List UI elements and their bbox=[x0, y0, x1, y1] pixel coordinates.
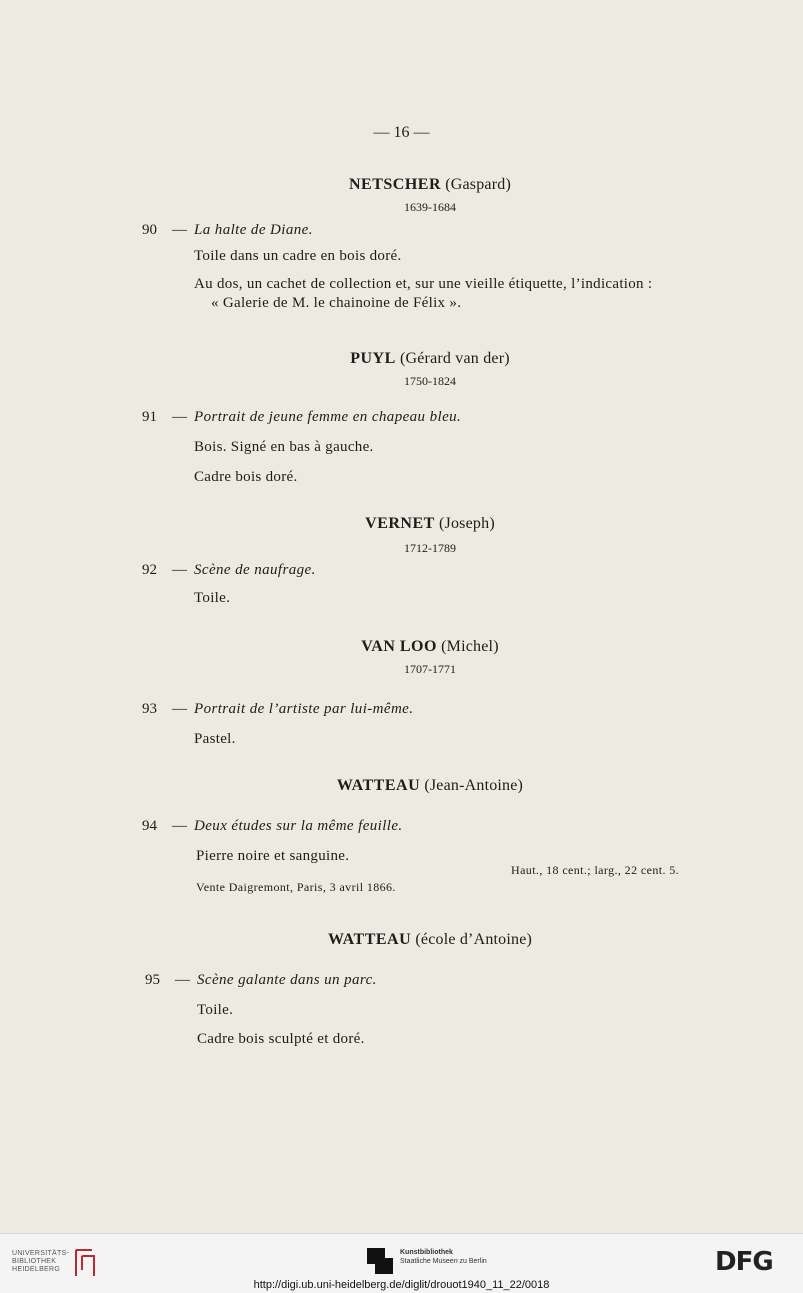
lot-title: Portrait de jeune femme en chapeau bleu. bbox=[194, 409, 462, 425]
lot-dash: — bbox=[172, 222, 187, 238]
lot-description: Toile. bbox=[197, 1002, 234, 1018]
lot-title: Scène de naufrage. bbox=[194, 562, 316, 578]
artist-name: PUYL bbox=[350, 350, 396, 367]
kunstbibliothek-name: Kunstbibliothek bbox=[400, 1249, 453, 1256]
page-number: — 16 — bbox=[373, 124, 430, 141]
lot-description: Cadre bois sculpté et doré. bbox=[197, 1031, 365, 1047]
artist-given-name: (Gérard van der) bbox=[399, 350, 510, 367]
artist-heading bbox=[0, 350, 803, 368]
artist-given-name: (Gaspard) bbox=[445, 176, 511, 193]
lot-description: Toile. bbox=[194, 590, 231, 606]
kunstbibliothek-subtitle: Staatliche Museen zu Berlin bbox=[400, 1258, 487, 1265]
lot-provenance: Vente Daigremont, Paris, 3 avril 1866. bbox=[196, 880, 396, 894]
lot-description: Cadre bois doré. bbox=[194, 469, 298, 485]
lot-description: Pastel. bbox=[194, 731, 236, 747]
artist-name: NETSCHER bbox=[348, 176, 442, 193]
lot-dash: — bbox=[172, 409, 187, 425]
lot-title: La halte de Diane. bbox=[194, 222, 313, 238]
artist-given-name: (école d’Antoine) bbox=[415, 931, 533, 948]
university-logo-icon bbox=[72, 1246, 98, 1278]
lot-dash: — bbox=[172, 701, 187, 717]
lot-number: 91 bbox=[142, 409, 157, 425]
lot-dimensions: Haut., 18 cent.; larg., 22 cent. 5. bbox=[511, 863, 680, 877]
artist-given-name: (Joseph) bbox=[439, 515, 495, 532]
artist-given-name: (Michel) bbox=[441, 638, 499, 655]
artist-name: WATTEAU bbox=[327, 931, 412, 948]
lot-dash: — bbox=[172, 818, 187, 834]
artist-dates: 1750-1824 bbox=[404, 374, 456, 388]
artist-dates: 1639-1684 bbox=[404, 200, 456, 214]
university-line: BIBLIOTHEK bbox=[12, 1258, 57, 1265]
artist-heading bbox=[0, 515, 803, 533]
lot-entry bbox=[142, 409, 742, 429]
artist-dates: 1712-1789 bbox=[404, 541, 456, 555]
lot-number: 95 bbox=[145, 972, 160, 988]
lot-number: 93 bbox=[142, 701, 157, 717]
artist-name: VERNET bbox=[365, 515, 435, 532]
lot-entry bbox=[142, 818, 742, 838]
artist-heading bbox=[0, 931, 803, 949]
kunstbibliothek-logo-icon bbox=[367, 1248, 393, 1274]
lot-dash: — bbox=[175, 972, 190, 988]
lot-number: 90 bbox=[142, 222, 157, 238]
artist-heading bbox=[0, 638, 803, 656]
lot-entry bbox=[142, 222, 742, 242]
artist-dates: 1707-1771 bbox=[404, 662, 456, 676]
lot-title: Portrait de l’artiste par lui-même. bbox=[194, 701, 414, 717]
permalink-url[interactable]: http://digi.ub.uni-heidelberg.de/diglit/drouot1940_11_22/0018 bbox=[253, 1279, 550, 1291]
artist-heading bbox=[0, 777, 803, 795]
kunstbibliothek-text bbox=[400, 1248, 487, 1266]
lot-title: Scène galante dans un parc. bbox=[197, 972, 377, 988]
lot-description: Au dos, un cachet de collection et, sur une vieille étiquette, l’indication : bbox=[194, 276, 653, 292]
lot-description: « Galerie de M. le chainoine de Félix ». bbox=[211, 295, 462, 311]
lot-entry bbox=[142, 701, 742, 721]
lot-entry bbox=[145, 972, 745, 992]
artist-name: VAN LOO bbox=[361, 638, 437, 655]
lot-number: 92 bbox=[142, 562, 157, 578]
university-library-text bbox=[12, 1250, 69, 1274]
lot-description: Bois. Signé en bas à gauche. bbox=[194, 439, 374, 455]
lot-description: Toile dans un cadre en bois doré. bbox=[194, 248, 402, 264]
artist-name: WATTEAU bbox=[336, 777, 421, 794]
lot-entry bbox=[142, 562, 742, 582]
lot-number: 94 bbox=[142, 818, 157, 834]
dfg-logo: DFG bbox=[715, 1247, 773, 1277]
lot-dash: — bbox=[172, 562, 187, 578]
lot-description: Pierre noire et sanguine. bbox=[196, 848, 350, 864]
artist-heading bbox=[0, 176, 803, 194]
university-line: UNIVERSITÄTS- bbox=[12, 1250, 70, 1257]
lot-title: Deux études sur la même feuille. bbox=[194, 818, 403, 834]
artist-given-name: (Jean-Antoine) bbox=[424, 777, 524, 794]
university-line: HEIDELBERG bbox=[12, 1266, 61, 1273]
viewer-footer bbox=[0, 1233, 803, 1293]
